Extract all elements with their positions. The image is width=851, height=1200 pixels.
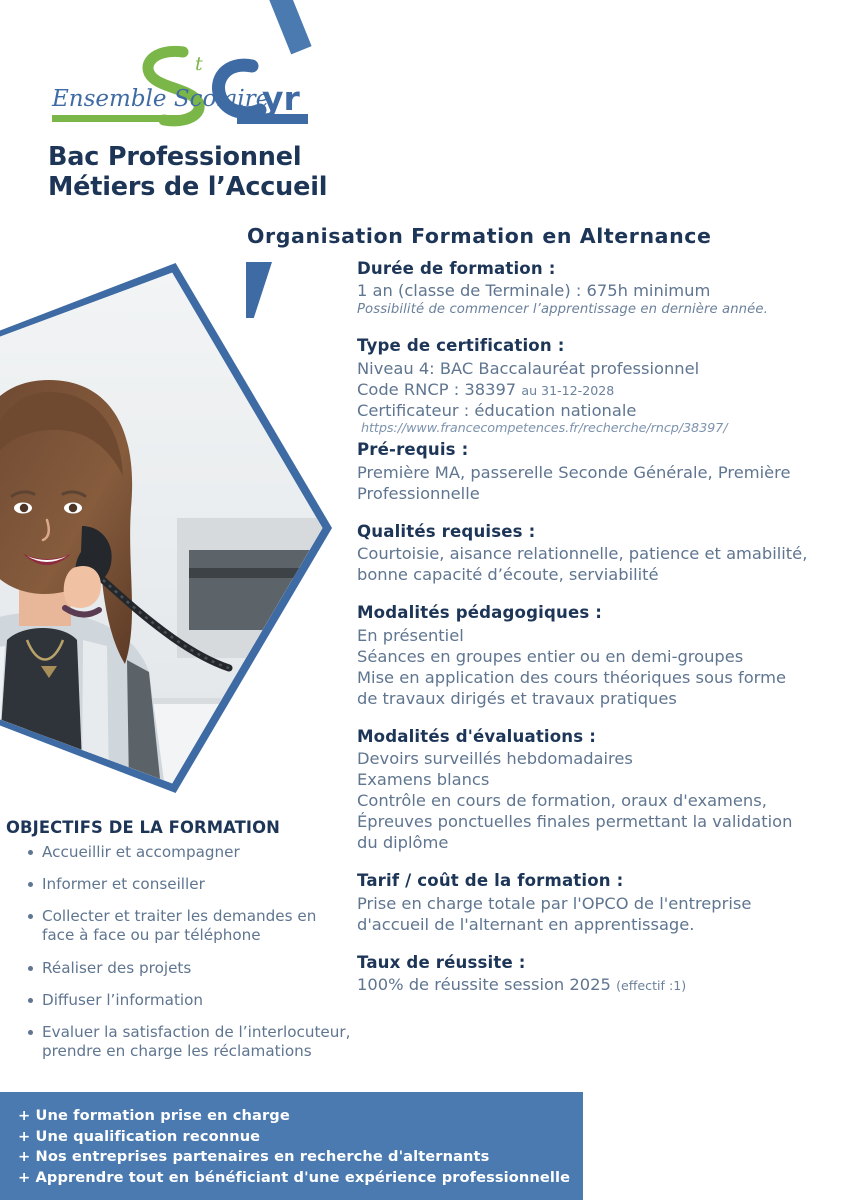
section-prerequis-heading: Pré-requis : [357,440,469,460]
section-taux-reussite-heading: Taux de réussite : [357,952,526,972]
success-rate-cohort: (effectif :1) [616,977,687,993]
section-pedagogiques-line4: de travaux dirigés et travaux pratiques [357,688,677,708]
benefit-item: + Nos entreprises partenaires en recherche d'alternants [18,1148,490,1166]
section-pedagogiques-heading: Modalités pédagogiques : [357,603,603,623]
page-title-line1: Bac Professionnel [48,142,302,172]
benefit-item: + Une qualification reconnue [18,1127,261,1145]
section-certification-rncp [357,379,849,400]
section-certification-level: Niveau 4: BAC Baccalauréat professionnel [357,358,700,378]
section-prerequis [357,439,849,503]
objectives-title: OBJECTIFS DE LA FORMATION [6,818,280,837]
section-tarif [357,870,849,934]
rncp-link[interactable]: https://www.francecompetences.fr/recherche/rncp/38397/ [361,420,728,436]
section-qualites-line1: Courtoisie, aisance relationnelle, patience et amabilité, [357,544,808,564]
success-rate-value: 100% de réussite session 2025 [357,974,611,994]
hero-photo-image [0,268,327,788]
section-prerequis-line1: Première MA, passerelle Seconde Générale, Première [357,462,791,482]
section-prerequis-line2: Professionnelle [357,483,480,503]
section-tarif-line2: d'accueil de l'alternant en apprentissage. [357,914,695,934]
logo-yr-text: yr [262,79,300,118]
section-certification-heading: Type de certification : [357,336,565,356]
benefit-item: + Apprendre tout en bénéficiant d'une expérience professionnelle [18,1169,571,1187]
section-duree [357,258,849,318]
page-title [48,142,448,202]
section-taux-reussite-value-row [357,974,849,995]
logo-script-text: Ensemble Scolaire [52,86,270,112]
logo-superscript-t: t [195,53,203,75]
details-column [357,258,849,1012]
section-duree-note: Possibilité de commencer l’apprentissage en dernière année. [357,302,768,318]
section-pedagogiques-line2: Séances en groupes entier ou en demi-groupes [357,646,744,666]
school-logo [40,28,340,138]
list-item: Evaluer la satisfaction de l’interlocuteur, prendre en charge les réclamations [6,1023,351,1061]
section-duree-line: 1 an (classe de Terminale) : 675h minimum [357,281,711,301]
section-pedagogiques [357,602,849,708]
section-qualites-line2: bonne capacité d’écoute, serviabilité [357,565,659,585]
section-evaluations [357,726,849,853]
section-evaluations-line4: Épreuves ponctuelles finales permettant la validation [357,812,793,832]
section-evaluations-heading: Modalités d'évaluations : [357,726,597,746]
hero-photo [0,263,332,793]
list-item: Informer et conseiller [6,875,351,894]
section-taux-reussite [357,952,849,995]
list-item: Collecter et traiter les demandes en face à face ou par téléphone [6,907,351,945]
section-certification [357,335,849,437]
section-tarif-line1: Prise en charge totale par l'OPCO de l'entreprise [357,893,752,913]
section-tarif-heading: Tarif / coût de la formation : [357,871,624,891]
section-certification-certificateur: Certificateur : éducation nationale [357,400,637,420]
list-item: Réaliser des projets [6,959,351,978]
list-item: Diffuser l’information [6,991,351,1010]
benefits-banner [0,1092,583,1200]
list-item: Accueillir et accompagner [6,843,351,862]
section-qualites [357,521,849,585]
benefit-item: + Une formation prise en charge [18,1107,290,1124]
page-title-line2: Métiers de l’Accueil [48,172,328,203]
objectives-section [6,818,351,1074]
section-duree-heading: Durée de formation : [357,259,556,278]
section-qualites-heading: Qualités requises : [357,521,536,541]
section-evaluations-line2: Examens blancs [357,770,490,790]
rncp-code: Code RNCP : 38397 [357,379,517,399]
objectives-list [6,843,351,1061]
rncp-validity: au 31-12-2028 [521,382,615,398]
section-evaluations-line3: Contrôle en cours de formation, oraux d'examens, [357,791,767,811]
section-pedagogiques-line3: Mise en application des cours théoriques sous forme [357,667,786,687]
section-evaluations-line1: Devoirs surveillés hebdomadaires [357,749,633,769]
section-title: Organisation Formation en Alternance [247,224,712,248]
section-evaluations-line5: du diplôme [357,833,449,853]
section-pedagogiques-line1: En présentiel [357,625,464,645]
